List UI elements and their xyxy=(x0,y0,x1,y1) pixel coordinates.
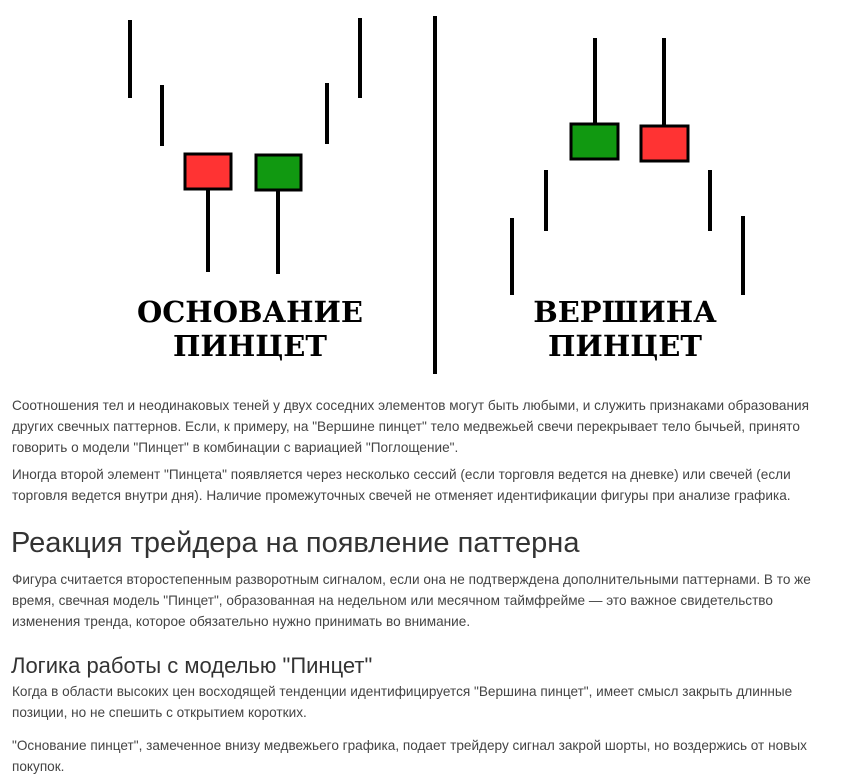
paragraph-body-ratio: Соотношения тел и неодинаковых теней у двух соседних элементов могут быть любыми, и служить признаками образования других свечных паттернов. Если, к примеру, на "Вершине пинцет" тело медвежьей свечи перекрывает тело бычьей, принято говорить о модели "Пинцет" в комбинации с вариацией "Поглощение". xyxy=(12,398,809,455)
left-red-candle-body xyxy=(185,154,231,189)
paragraph-second-element: Иногда второй элемент "Пинцета" появляется через несколько сессий (если торговля ведется на дневке) или свечей (если торговля ведется внутри дня). Наличие промежуточных свечей не отменяет идентификации фигуры при анализе графика. xyxy=(12,467,791,503)
top-tweezers-label-line1: ВЕРШИНА xyxy=(533,295,717,329)
right-red-candle-body xyxy=(641,126,688,161)
tweezers-illustration xyxy=(0,0,854,382)
right-green-candle-body xyxy=(571,124,618,159)
section-heading-trader-reaction: Реакция трейдера на появление паттерна xyxy=(11,527,580,559)
paragraph-secondary-signal: Фигура считается второстепенным разворотным сигналом, если она не подтверждена дополнительными паттернами. В то же время, свечная модель "Пинцет", образованная на недельном или месячном таймфрейме — это важное свидетельство изменения тренда, которое обязательно нужно принимать во внимание. xyxy=(12,572,811,629)
top-tweezers-label-line2: ПИНЦЕТ xyxy=(548,329,702,363)
top-tweezers-label xyxy=(480,295,770,363)
bottom-tweezers-label-line2: ПИНЦЕТ xyxy=(173,329,327,363)
bottom-tweezers-label xyxy=(110,295,390,363)
section-heading-logic: Логика работы с моделью "Пинцет" xyxy=(11,653,373,678)
left-green-candle-body xyxy=(256,155,301,190)
paragraph-top-tweezers-logic: Когда в области высоких цен восходящей тенденции идентифицируется "Вершина пинцет", имеет смысл закрыть длинные позиции, но не спешить с открытием коротких. xyxy=(12,684,793,720)
paragraph-bottom-tweezers-logic: "Основание пинцет", замеченное внизу медвежьего графика, подает трейдеру сигнал закрой шорты, но воздержись от новых покупок. xyxy=(12,738,807,774)
bottom-tweezers-label-line1: ОСНОВАНИЕ xyxy=(136,295,364,329)
